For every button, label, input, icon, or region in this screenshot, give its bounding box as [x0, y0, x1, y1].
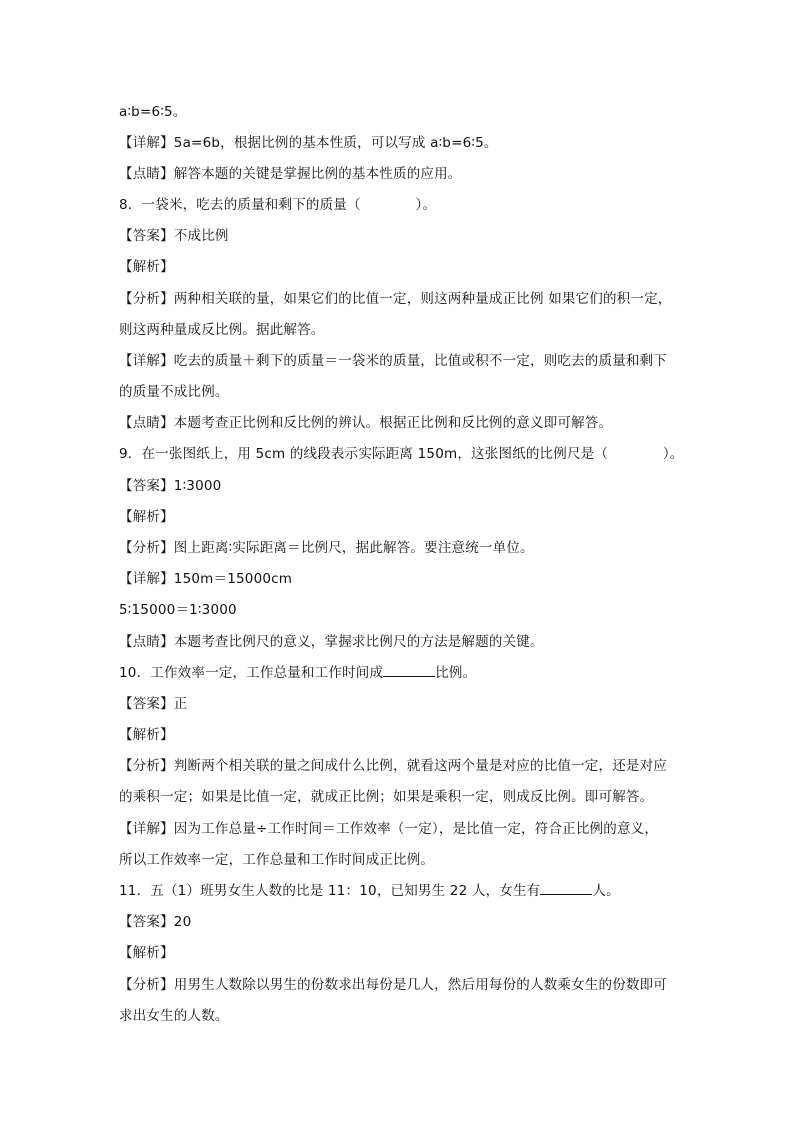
text-line: 【分析】两种相关联的量，如果它们的比值一定，则这两种量成正比例 如果它们的积一定， — [119, 291, 672, 307]
analysis-heading: 【解析】 — [119, 509, 174, 525]
question-10 — [119, 664, 699, 682]
text-line: 所以工作效率一定，工作总量和工作时间成正比例。 — [119, 852, 435, 868]
question-10-text-end: 比例。 — [435, 665, 477, 681]
question-11 — [119, 882, 699, 900]
answer-blank — [540, 882, 592, 895]
text-line: 【分析】判断两个相关联的量之间成什么比例，就看这两个量是对应的比值一定，还是对应 — [119, 758, 667, 774]
text-line: 【分析】图上距离∶实际距离＝比例尺，据此解答。要注意统一单位。 — [119, 540, 534, 556]
analysis-heading: 【解析】 — [119, 945, 174, 961]
answer-blank — [383, 664, 435, 677]
text-line: 5∶15000＝1∶3000 — [119, 602, 237, 618]
text-line: 【点睛】本题考查比例尺的意义，掌握求比例尺的方法是解题的关键。 — [119, 634, 544, 650]
text-line: a∶b=6∶5。 — [119, 104, 187, 120]
analysis-heading: 【解析】 — [119, 727, 174, 743]
question-11-text-end: 人。 — [592, 883, 620, 899]
answer-11: 【答案】20 — [119, 914, 192, 930]
analysis-heading: 【解析】 — [119, 259, 174, 275]
text-line: 【详解】5a=6b，根据比例的基本性质，可以写成 a∶b=6∶5。 — [119, 135, 498, 151]
text-line: 求出女生的人数。 — [119, 1008, 229, 1024]
question-9: 9．在一张图纸上，用 5cm 的线段表示实际距离 150m，这张图纸的比例尺是（ ）。 — [119, 446, 684, 462]
text-line: 【详解】150m＝15000cm — [119, 571, 293, 587]
text-line: 则这两种量成反比例。据此解答。 — [119, 322, 325, 338]
text-line: 【详解】吃去的质量＋剩下的质量＝一袋米的质量，比值或积不一定，则吃去的质量和剩下 — [119, 353, 667, 369]
question-11-text: 11．五（1）班男女生人数的比是 11：10，已知男生 22 人，女生有 — [119, 883, 541, 899]
text-line: 的质量不成比例。 — [119, 384, 229, 400]
text-line: 【点睛】解答本题的关键是掌握比例的基本性质的应用。 — [119, 166, 462, 182]
question-8: 8．一袋米，吃去的质量和剩下的质量（ ）。 — [119, 197, 437, 213]
question-10-text: 10．工作效率一定，工作总量和工作时间成 — [119, 665, 384, 681]
answer-9: 【答案】1∶3000 — [119, 478, 222, 494]
answer-8: 【答案】不成比例 — [119, 228, 229, 244]
text-line: 【分析】用男生人数除以男生的份数求出每份是几人，然后用每份的人数乘女生的份数即可 — [119, 977, 667, 993]
text-line: 【详解】因为工作总量÷工作时间＝工作效率（一定），是比值一定，符合正比例的意义， — [119, 821, 659, 837]
answer-10: 【答案】正 — [119, 696, 188, 712]
text-line: 的乘积一定；如果是比值一定，就成正比例；如果是乘积一定，则成反比例。即可解答。 — [119, 789, 654, 805]
text-line: 【点睛】本题考查正比例和反比例的辨认。根据正比例和反比例的意义即可解答。 — [119, 415, 613, 431]
